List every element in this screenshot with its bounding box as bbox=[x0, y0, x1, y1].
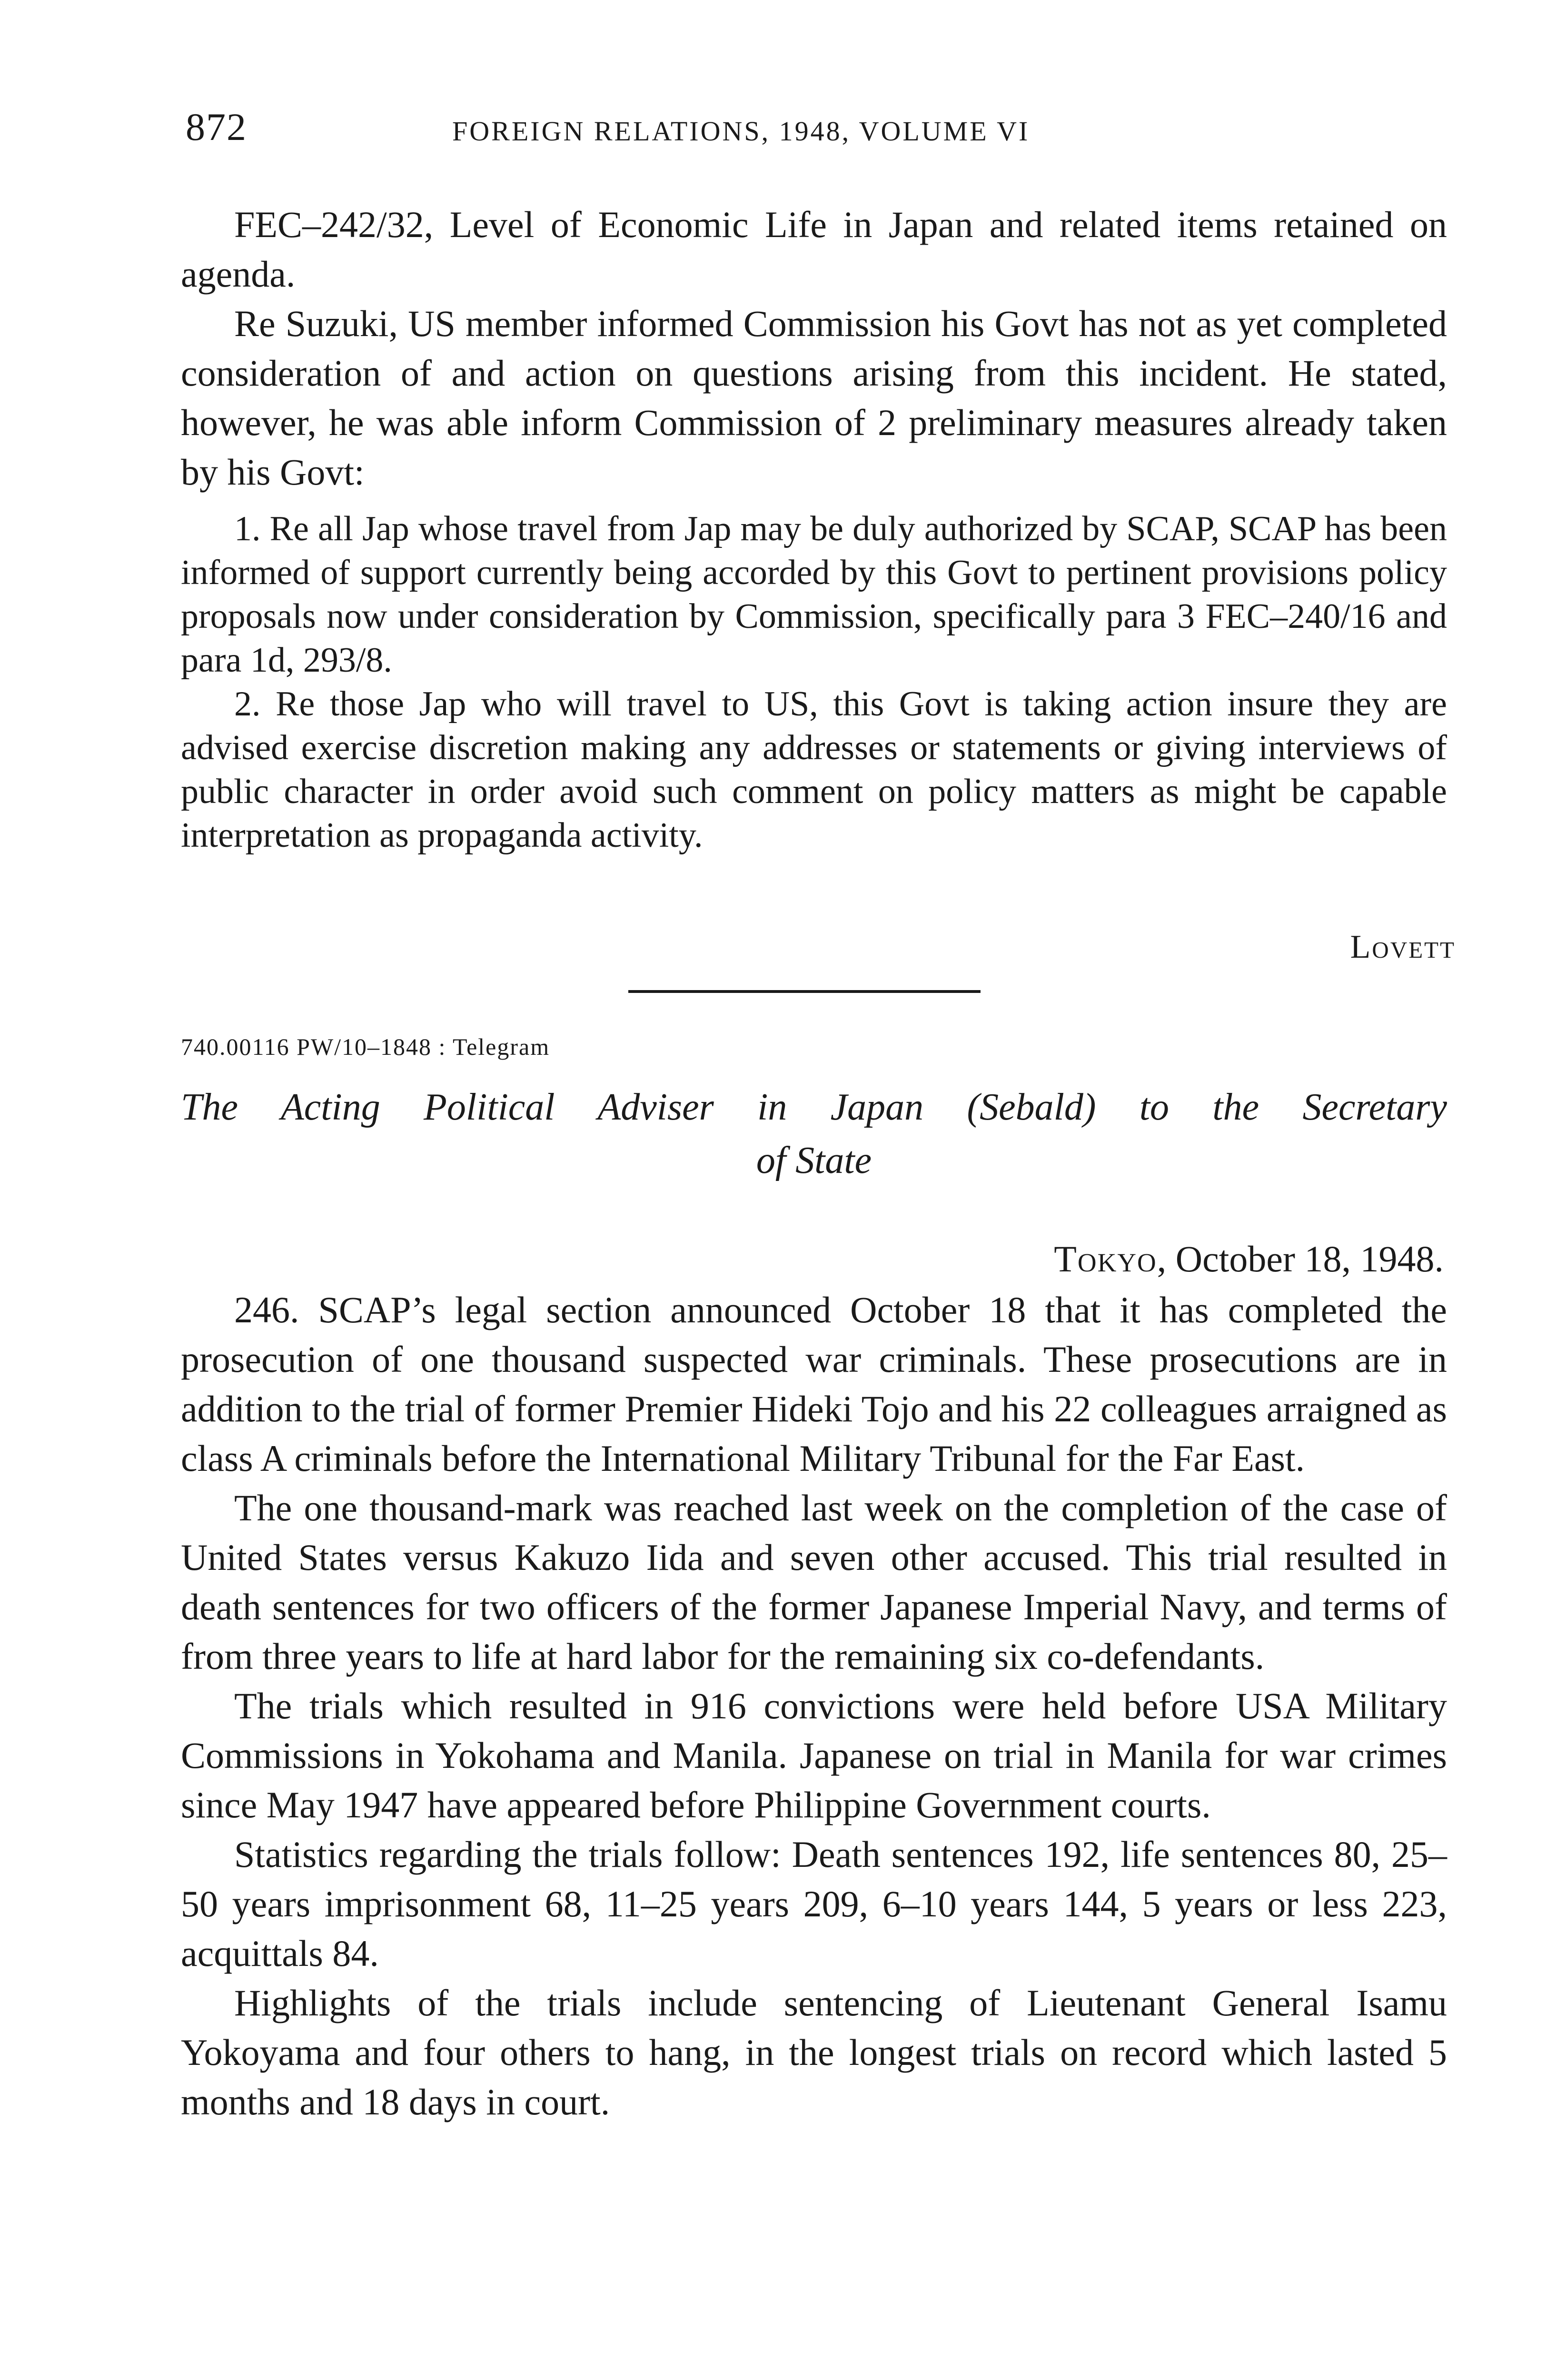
section-divider bbox=[628, 990, 981, 993]
telegram-paragraph: The one thousand-mark was reached last week on the completion of the case of United States versus Kakuzo Iida and seven other accused. This trial resulted in death sentences for two officers of the former Japanese Imperial Navy, and terms of from three years to life at hard labor for the remaining six co-defendants. bbox=[181, 1487, 1447, 1677]
telegram-paragraph: The trials which resulted in 916 convictions were held before USA Military Commissions in Yokohama and Manila. Japanese on trial in Manila for war crimes since May 1947 have appeared before Philippine Government courts. bbox=[181, 1685, 1447, 1825]
telegram-body bbox=[181, 1285, 1447, 2127]
page-number: 872 bbox=[186, 105, 247, 149]
file-reference: 740.00116 PW/10–1848 : Telegram bbox=[181, 1033, 550, 1060]
running-head: FOREIGN RELATIONS, 1948, VOLUME VI bbox=[452, 116, 1030, 147]
signature-lovett: Lovett bbox=[1350, 929, 1456, 965]
continuation-text bbox=[181, 200, 1447, 497]
page-header bbox=[186, 105, 1437, 157]
document-title-line-1: The Acting Political Adviser in Japan (Sebald) to the Secretary bbox=[181, 1086, 1447, 1128]
telegram-paragraph: 246. SCAP’s legal section announced October 18 that it has completed the prosecution of one thousand suspected war criminals. These prosecutions are in addition to the trial of former Premier Hideki Tojo and his 22 colleagues arraigned as class A criminals before the International Military Tribunal for the Far East. bbox=[181, 1289, 1447, 1479]
dateline bbox=[1054, 1238, 1444, 1280]
dateline-date: , October 18, 1948. bbox=[1157, 1238, 1444, 1279]
document-title bbox=[181, 1081, 1447, 1187]
document-title-line-2: of State bbox=[756, 1140, 872, 1181]
dateline-place: Tokyo bbox=[1054, 1238, 1157, 1279]
measure-item-1: 1. Re all Jap whose travel from Jap may be duly authorized by SCAP, SCAP has been informed of support currently being accorded by this Govt to pertinent provisions policy proposals now under consideration by Commission, specifically para 3 FEC–240/16 and para 1d, 293/8. bbox=[181, 509, 1447, 680]
measure-item-2: 2. Re those Jap who will travel to US, this Govt is taking action insure they are advised exercise discretion making any addresses or statements or giving interviews of public character in order avoid such comment on policy matters as might be capable interpretation as propaganda activity. bbox=[181, 684, 1447, 855]
telegram-paragraph: Statistics regarding the trials follow: Death sentences 192, life sentences 80, 25–50 years imprisonment 68, 11–25 years 209, 6–10 years 144, 5 years or less 223, acquittals 84. bbox=[181, 1834, 1447, 1974]
telegram-paragraph: Highlights of the trials include sentencing of Lieutenant General Isamu Yokoyama and four others to hang, in the longest trials on record which lasted 5 months and 18 days in court. bbox=[181, 1982, 1447, 2122]
paragraph-suzuki: Re Suzuki, US member informed Commission his Govt has not as yet completed consideration of and action on questions arising from this incident. He stated, however, he was able inform Commission of 2 preliminary measures already taken by his Govt: bbox=[181, 303, 1447, 493]
numbered-measures bbox=[181, 507, 1447, 857]
paragraph-agenda: FEC–242/32, Level of Economic Life in Japan and related items retained on agenda. bbox=[181, 204, 1447, 295]
